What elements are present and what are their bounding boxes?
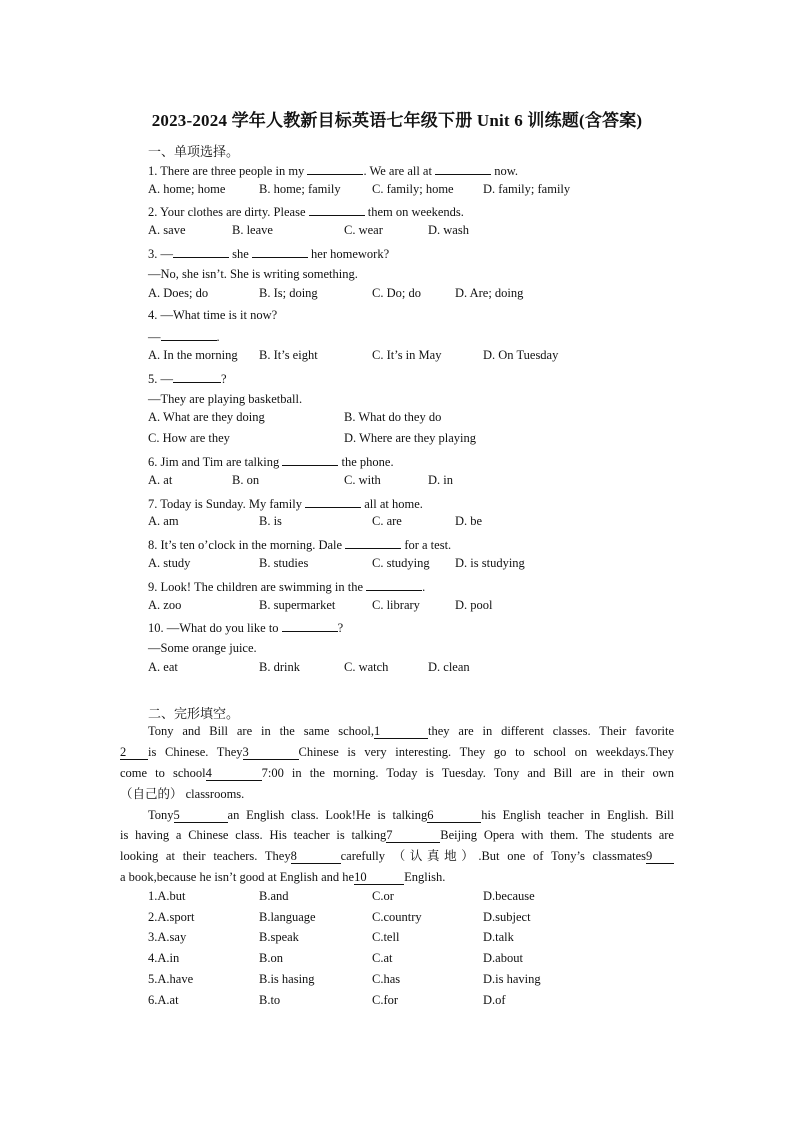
- passage-text: is Chinese. They: [148, 745, 243, 759]
- answer-blank: [282, 618, 338, 632]
- passage-text: they are in different classes. Their favorite: [428, 724, 675, 738]
- option-c: C.for: [372, 993, 399, 1007]
- question-text: . We are all at: [363, 164, 436, 178]
- answer-blank: [345, 535, 401, 549]
- question-text: she: [229, 247, 252, 261]
- option-d: D. On Tuesday: [483, 348, 559, 362]
- option-c: C. family; home: [372, 182, 454, 196]
- passage-text: Tony and Bill are in the same school,: [148, 724, 375, 738]
- option-a: A. eat: [148, 660, 178, 674]
- question-3: [148, 244, 389, 262]
- option-b: B. studies: [259, 556, 309, 570]
- option-b: B. Is; doing: [259, 286, 318, 300]
- option-a: 5.A.have: [148, 972, 194, 986]
- answer-blank: [282, 452, 338, 466]
- passage-text: 7:00 in the morning. Today is Tuesday. Tony and Bill are in their own: [261, 766, 674, 780]
- question-text: 6. Jim and Tim are talking: [148, 455, 283, 469]
- option-b: B. is: [259, 514, 282, 528]
- option-a: 4.A.in: [148, 951, 180, 965]
- option-d: D. wash: [428, 223, 469, 237]
- option-a: A. zoo: [148, 598, 182, 612]
- question-text: 5. —: [148, 372, 173, 386]
- question-10: [148, 618, 343, 636]
- option-a: 3.A.say: [148, 930, 187, 944]
- cloze-blank-6: 6: [427, 808, 481, 823]
- option-b: B. drink: [259, 660, 300, 674]
- answer-blank: [161, 327, 217, 341]
- option-d: D. is studying: [455, 556, 525, 570]
- passage-text: a book,because he isn’t good at English and he: [120, 870, 355, 884]
- option-d: D. clean: [428, 660, 470, 674]
- question-text: the phone.: [338, 455, 394, 469]
- option-b: B.on: [259, 951, 283, 965]
- option-b: B.and: [259, 889, 289, 903]
- cloze-blank-10: 10: [354, 870, 404, 885]
- option-a: 1.A.but: [148, 889, 186, 903]
- cloze-paragraph-2-line-2: [120, 826, 674, 844]
- option-b: B.to: [259, 993, 281, 1007]
- question-text: her homework?: [307, 247, 390, 261]
- option-a: 6.A.at: [148, 993, 179, 1007]
- question-text: 2. Your clothes are dirty. Please: [148, 205, 309, 219]
- question-2: [148, 202, 464, 220]
- option-d: D. Where are they playing: [344, 431, 477, 445]
- question-text: .: [422, 580, 426, 594]
- cloze-paragraph-1-line-3: [120, 764, 674, 782]
- passage-text: English.: [404, 870, 446, 884]
- question-text: 7. Today is Sunday. My family: [148, 497, 306, 511]
- option-c: C.or: [372, 889, 394, 903]
- option-a: A. save: [148, 223, 186, 237]
- option-a: A. at: [148, 473, 173, 487]
- option-b: B. home; family: [259, 182, 341, 196]
- option-d: D. Are; doing: [455, 286, 524, 300]
- cloze-blank-3: 3: [243, 745, 299, 760]
- question-9: [148, 577, 425, 595]
- option-d: D. in: [428, 473, 453, 487]
- cloze-blank-1: 1: [374, 724, 428, 739]
- question-1: [148, 161, 518, 179]
- cloze-paragraph-1-line-4: （自己的） classrooms.: [120, 787, 245, 801]
- option-c: C. How are they: [148, 431, 230, 445]
- cloze-paragraph-2-line-3: [120, 847, 674, 865]
- option-d: D. pool: [455, 598, 493, 612]
- question-text: 1. There are three people in my: [148, 164, 308, 178]
- option-d: D. family; family: [483, 182, 571, 196]
- option-a: A. am: [148, 514, 179, 528]
- question-text: 10. —What do you like to: [148, 621, 282, 635]
- passage-text: carefully （认真地）.But one of Tony’s classmates: [340, 849, 647, 863]
- dialogue-answer: —Some orange juice.: [148, 641, 257, 655]
- answer-blank: [435, 161, 491, 175]
- section-heading-cloze: 二、完形填空。: [148, 706, 240, 721]
- question-text: 8. It’s ten o’clock in the morning. Dale: [148, 538, 346, 552]
- option-d: D.because: [483, 889, 535, 903]
- dash: —: [148, 330, 161, 344]
- section-heading-single-choice: 一、单项选择。: [148, 144, 240, 159]
- option-c: C.at: [372, 951, 393, 965]
- document-title: 2023-2024 学年人教新目标英语七年级下册 Unit 6 训练题(含答案): [151, 111, 643, 130]
- question-text: now.: [491, 164, 519, 178]
- option-b: B. supermarket: [259, 598, 336, 612]
- dialogue-answer: —They are playing basketball.: [148, 392, 303, 406]
- option-a: A. home; home: [148, 182, 226, 196]
- period: .: [216, 330, 220, 344]
- option-d: D.of: [483, 993, 506, 1007]
- question-text: ?: [337, 621, 344, 635]
- passage-text: come to school: [120, 766, 206, 780]
- option-c: C.has: [372, 972, 401, 986]
- answer-blank: [252, 244, 308, 258]
- option-b: B. leave: [232, 223, 273, 237]
- option-a: A. Does; do: [148, 286, 209, 300]
- question-text: 3. —: [148, 247, 173, 261]
- answer-line: [148, 327, 220, 345]
- option-d: D.talk: [483, 930, 514, 944]
- cloze-blank-7: 7: [386, 828, 440, 843]
- option-c: C.tell: [372, 930, 400, 944]
- option-a: A. What are they doing: [148, 410, 265, 424]
- cloze-blank-8: 8: [291, 849, 341, 864]
- option-b: B. on: [232, 473, 260, 487]
- answer-blank: [309, 202, 365, 216]
- cloze-blank-4: 4: [206, 766, 262, 781]
- option-c: C. with: [344, 473, 381, 487]
- answer-blank: [305, 494, 361, 508]
- question-text: them on weekends.: [364, 205, 464, 219]
- dialogue-answer: —No, she isn’t. She is writing something.: [148, 267, 358, 281]
- cloze-paragraph-1-line-1: [120, 722, 674, 740]
- passage-text: looking at their teachers. They: [120, 849, 291, 863]
- passage-text: Chinese is very interesting. They go to school on weekdays.They: [298, 745, 674, 759]
- option-d: D.about: [483, 951, 523, 965]
- question-7: [148, 494, 423, 512]
- answer-blank: [173, 244, 229, 258]
- answer-blank: [307, 161, 363, 175]
- option-c: C. studying: [372, 556, 430, 570]
- cloze-paragraph-1-line-2: [120, 743, 674, 761]
- option-b: B.is hasing: [259, 972, 315, 986]
- question-5: [148, 369, 227, 387]
- question-8: [148, 535, 451, 553]
- option-b: B.language: [259, 910, 316, 924]
- option-c: C. are: [372, 514, 402, 528]
- option-a: A. study: [148, 556, 191, 570]
- passage-text: Tony: [148, 808, 174, 822]
- option-c: C. library: [372, 598, 420, 612]
- option-c: C. watch: [344, 660, 389, 674]
- cloze-paragraph-2-line-4: [120, 868, 674, 886]
- option-c: C. Do; do: [372, 286, 421, 300]
- question-text: ?: [221, 372, 227, 386]
- question-text: for a test.: [401, 538, 452, 552]
- option-d: D.subject: [483, 910, 531, 924]
- question-6: [148, 452, 394, 470]
- cloze-blank-9: 9: [646, 849, 674, 864]
- passage-text: Beijing Opera with them. The students are: [440, 828, 674, 842]
- option-c: C. It’s in May: [372, 348, 442, 362]
- answer-blank: [366, 577, 422, 591]
- option-a: A. In the morning: [148, 348, 238, 362]
- option-b: B. It’s eight: [259, 348, 318, 362]
- passage-text: an English class. Look!He is talking: [227, 808, 428, 822]
- passage-text: his English teacher in English. Bill: [481, 808, 674, 822]
- option-d: D.is having: [483, 972, 541, 986]
- cloze-paragraph-2-line-1: [120, 806, 674, 824]
- passage-text: is having a Chinese class. His teacher is talking: [120, 828, 387, 842]
- question-4: 4. —What time is it now?: [148, 308, 278, 322]
- cloze-blank-5: 5: [174, 808, 228, 823]
- answer-blank: [173, 369, 221, 383]
- question-text: 9. Look! The children are swimming in the: [148, 580, 367, 594]
- option-c: C.country: [372, 910, 422, 924]
- cloze-blank-2: 2: [120, 745, 148, 760]
- option-d: D. be: [455, 514, 483, 528]
- option-a: 2.A.sport: [148, 910, 195, 924]
- question-text: all at home.: [361, 497, 423, 511]
- option-b: B. What do they do: [344, 410, 442, 424]
- option-c: C. wear: [344, 223, 383, 237]
- option-b: B.speak: [259, 930, 299, 944]
